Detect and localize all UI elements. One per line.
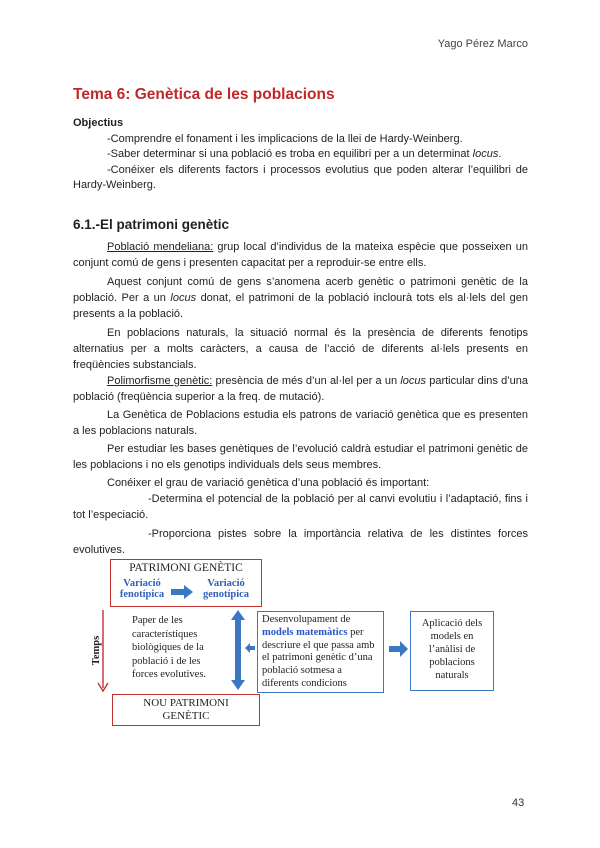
- variacio-genotipica-label: Variació genotípica: [202, 578, 250, 600]
- double-arrow: [231, 610, 245, 690]
- temps-label: Temps: [91, 635, 103, 666]
- paragraph-determina: -Determina el potencial de la població per al canvi evolutiu i l’adaptació, fins i tot l’especiació.: [73, 493, 528, 521]
- patrimoni-genetic-title: PATRIMONI GENÈTIC: [129, 562, 243, 574]
- models-matematics-box: Desenvolupament de models matemàtics per descriure el que passa amb el patrimoni genètic d’una població sotmesa a diferents condicions: [257, 611, 384, 693]
- arrow-to-models: [245, 643, 255, 653]
- paragraph-genetica-poblacions: La Genètica de Poblacions estudia els patrons de variació genètica que es presenten a les poblacions naturals.: [73, 409, 528, 437]
- paragraph-bases-genetiques: Per estudiar les bases genètiques de l’evolució caldrà estudiar el patrimoni genètic de les poblacions i no els genotips individuals dels seus membres.: [73, 443, 528, 471]
- paper-caracteristiques-text: Paper de les característiques biològiques de la població i de les forces evolutives.: [132, 615, 207, 680]
- paragraph-poblacions-naturals: En poblacions naturals, la situació normal és la presència de diferents fenotips alternatius per a molts caràcters, a causa de l’acció de diferents al·lels presents en freqüències substancials.: [73, 327, 528, 371]
- paragraph-coneixer-grau: Conéixer el grau de variació genètica d’una població és important:: [107, 477, 430, 489]
- arrow-to-aplicacio: [389, 641, 408, 657]
- objective-item-3: -Conéixer els diferents factors i processos evolutius que poden alterar l’equilibri de Hardy-Weinberg.: [73, 164, 528, 191]
- header-author: Yago Pérez Marco: [437, 38, 528, 50]
- chapter-title: Tema 6: Genètica de les poblacions: [73, 86, 335, 103]
- variacio-fenotipica-label: Variació fenotípica: [119, 578, 165, 600]
- nou-patrimoni-box: NOU PATRIMONI GENÈTIC: [112, 694, 260, 726]
- variacio-arrow: [171, 585, 193, 599]
- section-title: 6.1.-El patrimoni genètic: [73, 217, 230, 232]
- temps-arrow: [98, 610, 108, 691]
- paragraph-poblacio-mendeliana: Població mendeliana: grup local d’individus de la mateixa espècie que posseixen un conjunt comú de gens i presenten capacitat per a reproduir-se entre ells.: [73, 241, 528, 269]
- aplicacio-models-box: Aplicació dels models en l’anàlisi de poblacions naturals: [410, 611, 494, 691]
- paragraph-polimorfisme: Polimorfisme genètic: presència de més d’un al·lel per a un locus particular dins d’una població (freqüència superior a la freq. de mutació).: [73, 375, 528, 403]
- paragraph-proporciona: -Proporciona pistes sobre la importància relativa de les distintes forces evolutives.: [73, 528, 528, 556]
- objectives-heading: Objectius: [73, 117, 124, 129]
- objective-item-1: -Comprendre el fonament i les implicacions de la llei de Hardy-Weinberg.: [107, 133, 463, 145]
- objective-item-2: -Saber determinar si una població es troba en equilibri per a un determinat locus.: [107, 148, 502, 160]
- page-number: 43: [512, 797, 525, 809]
- paragraph-acerb-genetic: Aquest conjunt comú de gens s’anomena acerb genètic o patrimoni genètic de la població. Per a un locus donat, el patrimoni de la població inclourà tots els al·lels del gen presents a la població.: [73, 276, 528, 320]
